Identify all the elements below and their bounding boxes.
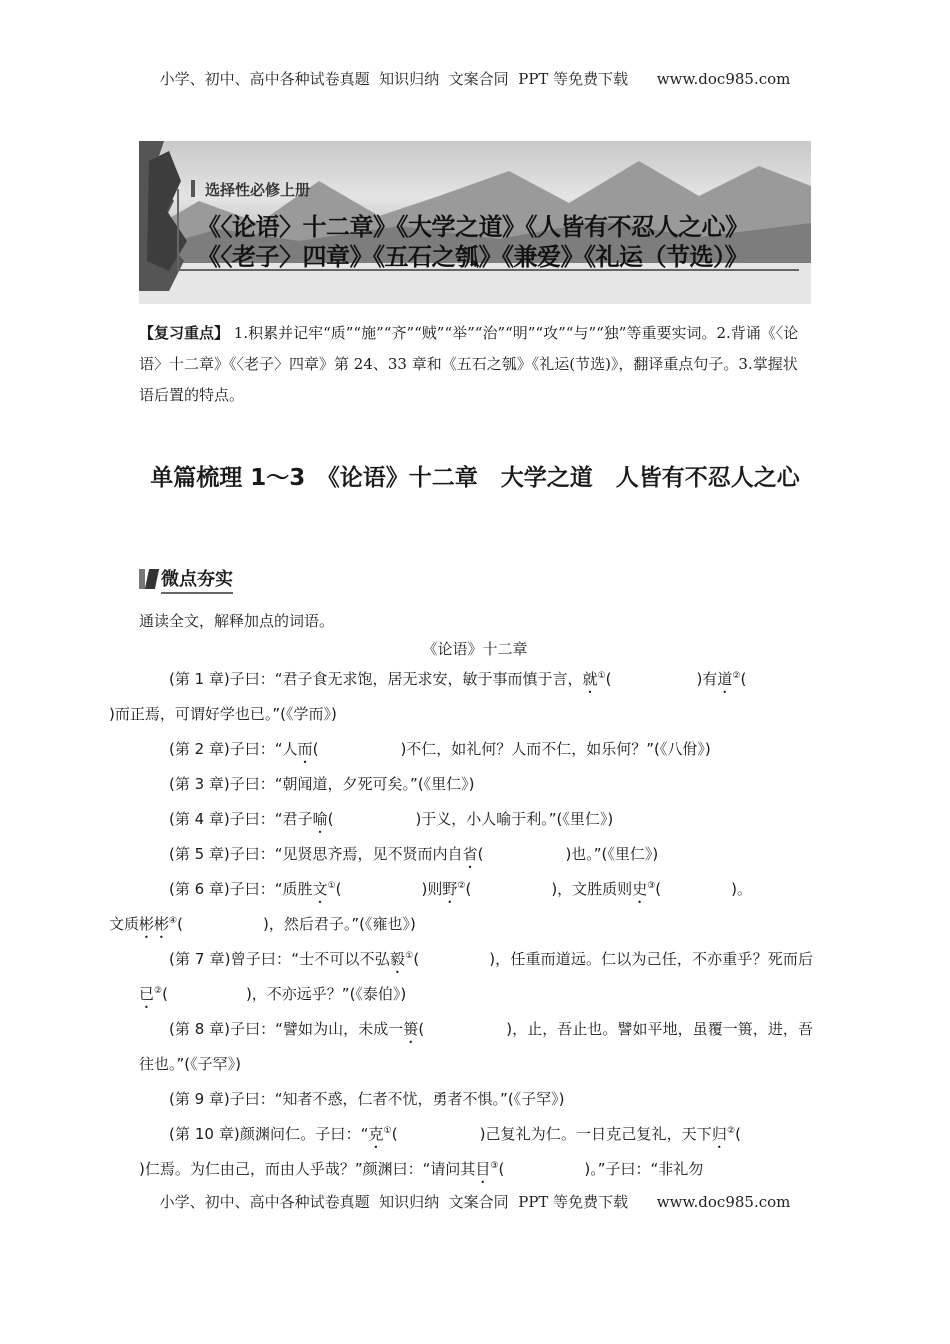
chapter-10: (第 10 章)颜渊问仁。子曰：“克①( )己复礼为仁。一日克己复礼，天下归②()仁焉。为仁由己，而由人乎哉？”颜渊曰：“请问其目③( )。”子曰：“非礼勿 [139, 1125, 741, 1178]
tag-marker-icon [145, 569, 159, 589]
chapter-4: (第 4 章)子曰：“君子喻( )于义，小人喻于利。”(《里仁》) [169, 810, 614, 828]
instruction: 通读全文，解释加点的词语。 [139, 612, 335, 630]
page-footer: 小学、初中、高中各种试卷真题 知识归纳 文案合同 PPT 等免费下载 www.doc985.com [159, 1193, 791, 1211]
review-points [139, 318, 811, 411]
chapter-3: (第 3 章)子曰：“朝闻道，夕死可矣。”(《里仁》) [169, 775, 475, 793]
text-title: 《论语》十二章 [422, 640, 528, 658]
tag-marker-icon [139, 569, 145, 589]
chapter-text [109, 662, 813, 1187]
chapter-7: (第 7 章)曾子曰：“士不可以不弘毅①( )，任重而道远。仁以为己任，不亦重乎？死而后已②( )，不亦远乎？”(《泰伯》) [139, 950, 813, 1003]
banner-title-line1: 《〈论语〉十二章》《大学之道》《人皆有不忍人之心》 [197, 213, 749, 241]
chapter-6: (第 6 章)子曰：“质胜文①( )则野②( )，文胜质则史③( )。 文质彬彬④( )，然后君子。”(《雍也》) [109, 880, 752, 933]
section-title: 单篇梳理 1～3 《论语》十二章 大学之道 人皆有不忍人之心 [150, 465, 800, 491]
tag-label: 微点夯实 [161, 565, 233, 594]
chapter-1: (第 1 章)子曰：“君子食无求饱，居无求安，敏于事而慎于言，就①( )有道②( )而正焉，可谓好学也已。”(《学而》) [109, 670, 747, 723]
chapter-9: (第 9 章)子曰：“知者不惑，仁者不忧，勇者不惧。”(《子罕》) [169, 1090, 565, 1108]
section-tag [139, 566, 233, 592]
chapter-5: (第 5 章)子曰：“见贤思齐焉，见不贤而内自省( )也。”(《里仁》) [169, 845, 659, 863]
review-text: 1.积累并记牢“质”“施”“齐”“贼”“举”“治”“明”“攻”“与”“独”等重要实词。2.背诵《〈论语〉十二章》《〈老子〉四章》第 24、33 章和《五石之瓠》《礼运(节选)》，翻译重点句子。3.掌握状语后置的特点。 [139, 324, 799, 404]
review-label: 【复习重点】 [139, 324, 230, 342]
page-header: 小学、初中、高中各种试卷真题 知识归纳 文案合同 PPT 等免费下载 www.doc985.com [159, 70, 791, 88]
banner-subtitle: 选择性必修上册 [205, 181, 311, 199]
chapter-8: (第 8 章)子曰：“譬如为山，未成一篑( )，止，吾止也。譬如平地，虽覆一篑，进，吾往也。”(《子罕》) [139, 1020, 813, 1073]
banner-title-line2: 《〈老子〉四章》《五石之瓠》《兼爱》《礼运（节选）》 [197, 243, 748, 271]
chapter-banner [139, 141, 811, 304]
banner-marker [191, 180, 195, 197]
chapter-2: (第 2 章)子曰：“人而( )不仁，如礼何？人而不仁，如乐何？”(《八佾》) [169, 740, 711, 758]
